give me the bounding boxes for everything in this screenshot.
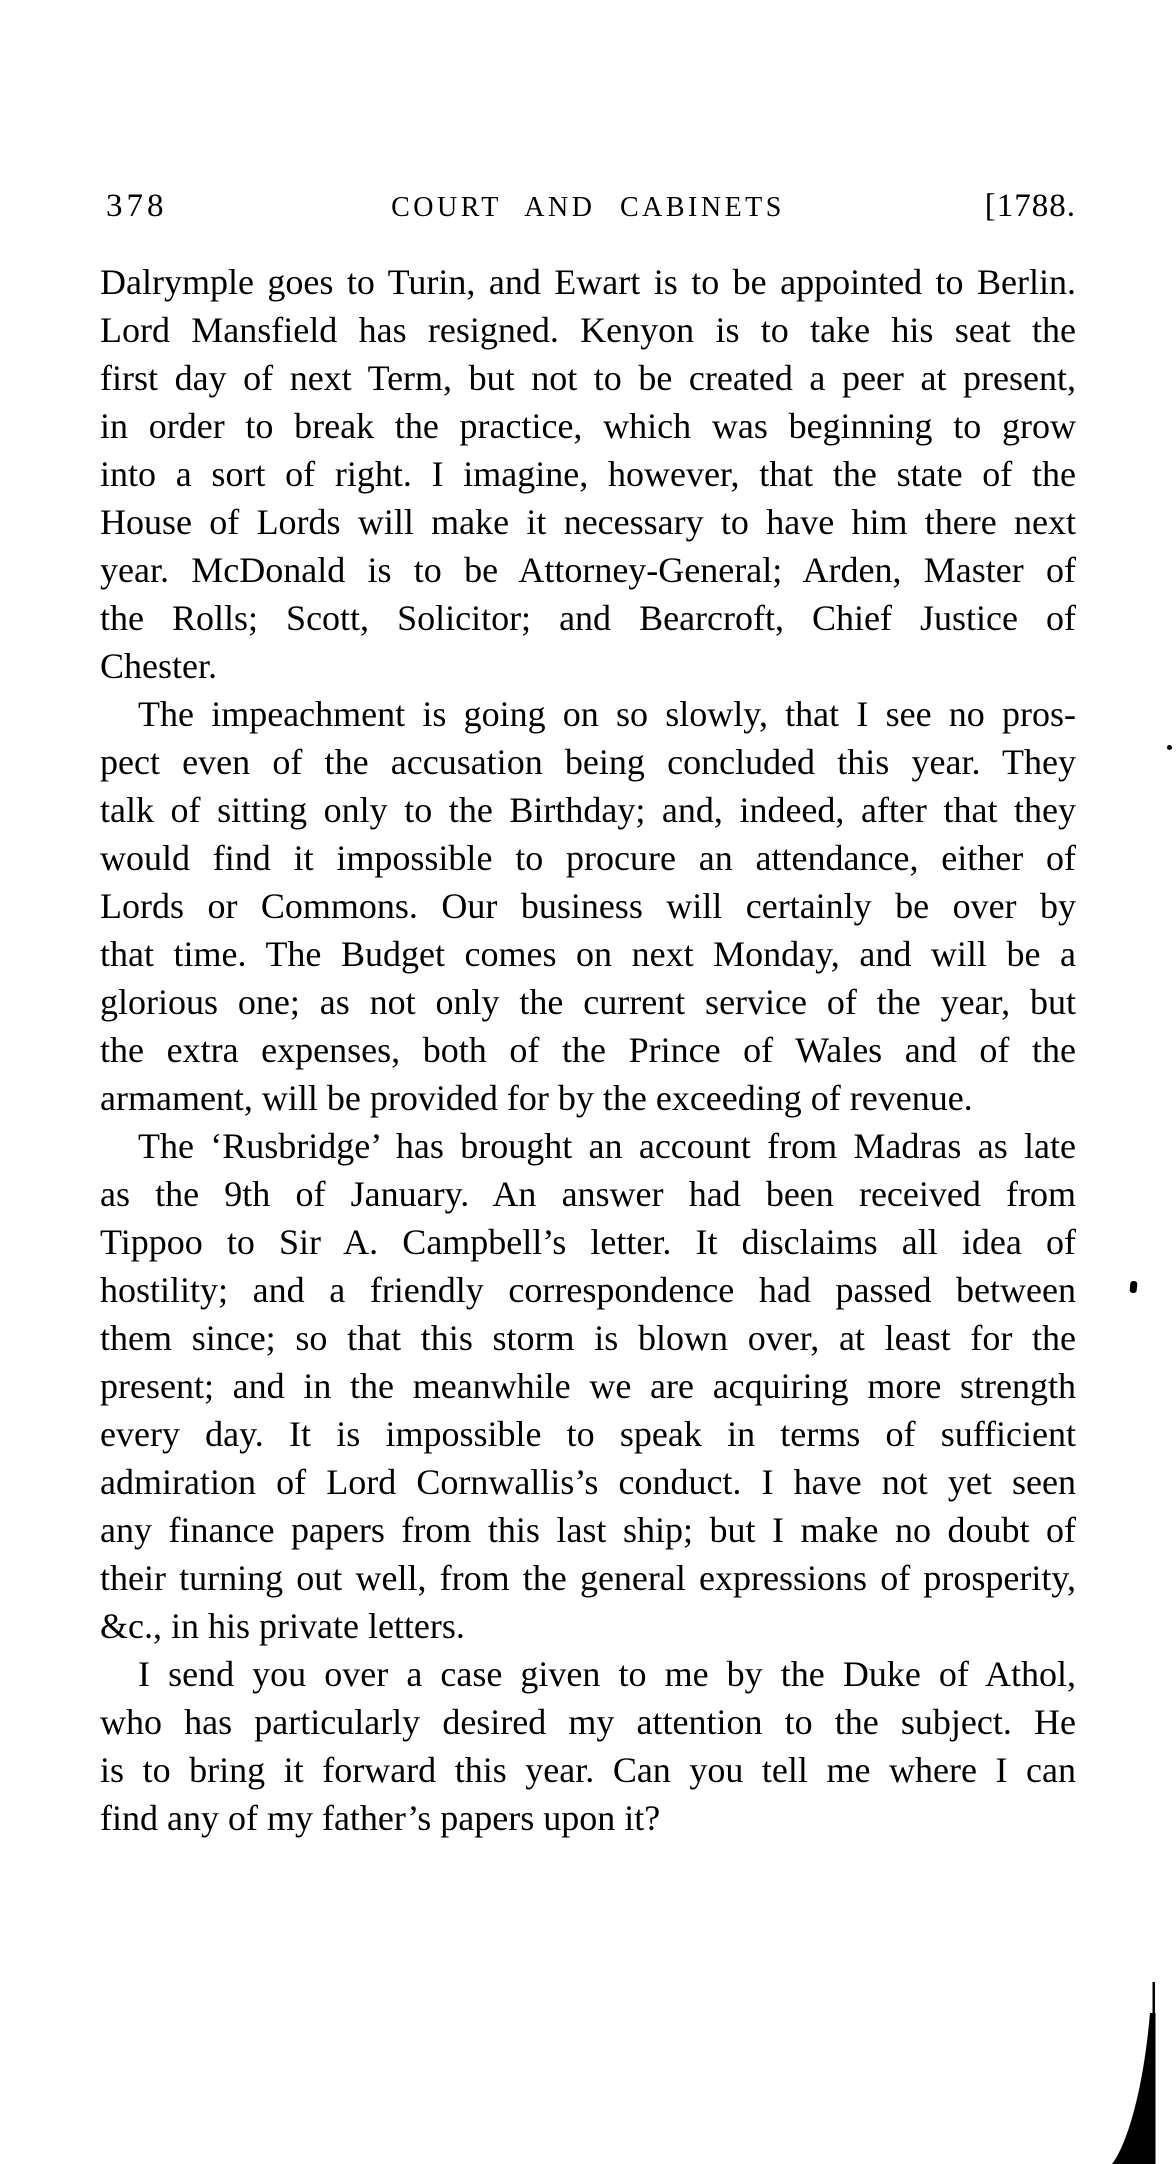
text-line: Tippoo to Sir A. Campbell’s letter. It disclaims all idea of [100,1222,1076,1262]
text-line: in order to break the practice, which was beginning to grow [100,406,1076,446]
running-header [100,184,1076,230]
text-line: The ‘Rusbridge’ has brought an account from Madras as late [138,1126,1076,1166]
text-line: first day of next Term, but not to be created a peer at present, [100,358,1076,398]
text-line: the extra expenses, both of the Prince of Wales and of the [100,1030,1076,1070]
text-line: The impeachment is going on so slowly, that I see no pros- [138,694,1076,734]
text-line: Lord Mansfield has resigned. Kenyon is to take his seat the [100,310,1076,350]
ink-smudge [1129,1281,1137,1294]
header-title: COURT AND CABINETS [391,192,785,223]
text-line: year. McDonald is to be Attorney-General; Arden, Master of [100,550,1076,590]
header-year: [1788. [984,188,1076,224]
text-line: is to bring it forward this year. Can you tell me where I can [100,1750,1076,1790]
text-line: Dalrymple goes to Turin, and Ewart is to be appointed to Berlin. [100,262,1076,302]
text-line: any finance papers from this last ship; but I make no doubt of [100,1510,1076,1550]
text-line: the Rolls; Scott, Solicitor; and Bearcroft, Chief Justice of [100,598,1076,638]
text-line: would find it impossible to procure an attendance, either of [100,838,1076,878]
text-line: pect even of the accusation being concluded this year. They [100,742,1076,782]
text-line: them since; so that this storm is blown over, at least for the [100,1318,1076,1358]
text-line: find any of my father’s papers upon it? [100,1798,661,1838]
text-line: admiration of Lord Cornwallis’s conduct. I have not yet seen [100,1462,1076,1502]
text-line: their turning out well, from the general expressions of prosperity, [100,1558,1076,1598]
ink-dot [1167,745,1172,750]
text-line: glorious one; as not only the current service of the year, but [100,982,1076,1022]
page-curl-artifact [1090,1880,1176,2164]
page-number: 378 [106,188,168,224]
text-line: armament, will be provided for by the exceeding of revenue. [100,1078,973,1118]
page-body [100,258,1076,1842]
text-line: into a sort of right. I imagine, however, that the state of the [100,454,1076,494]
text-line: that time. The Budget comes on next Monday, and will be a [100,934,1076,974]
text-line: I send you over a case given to me by the Duke of Athol, [138,1654,1076,1694]
text-line: talk of sitting only to the Birthday; and, indeed, after that they [100,790,1076,830]
text-line: Chester. [100,646,217,686]
text-line: House of Lords will make it necessary to have him there next [100,502,1076,542]
text-line: &c., in his private letters. [100,1606,465,1646]
text-line: as the 9th of January. An answer had been received from [100,1174,1076,1214]
text-line: who has particularly desired my attention to the subject. He [100,1702,1076,1742]
text-line: hostility; and a friendly correspondence had passed between [100,1270,1076,1310]
text-line: Lords or Commons. Our business will certainly be over by [100,886,1076,926]
text-line: every day. It is impossible to speak in terms of sufficient [100,1414,1076,1454]
text-line: present; and in the meanwhile we are acquiring more strength [100,1366,1076,1406]
